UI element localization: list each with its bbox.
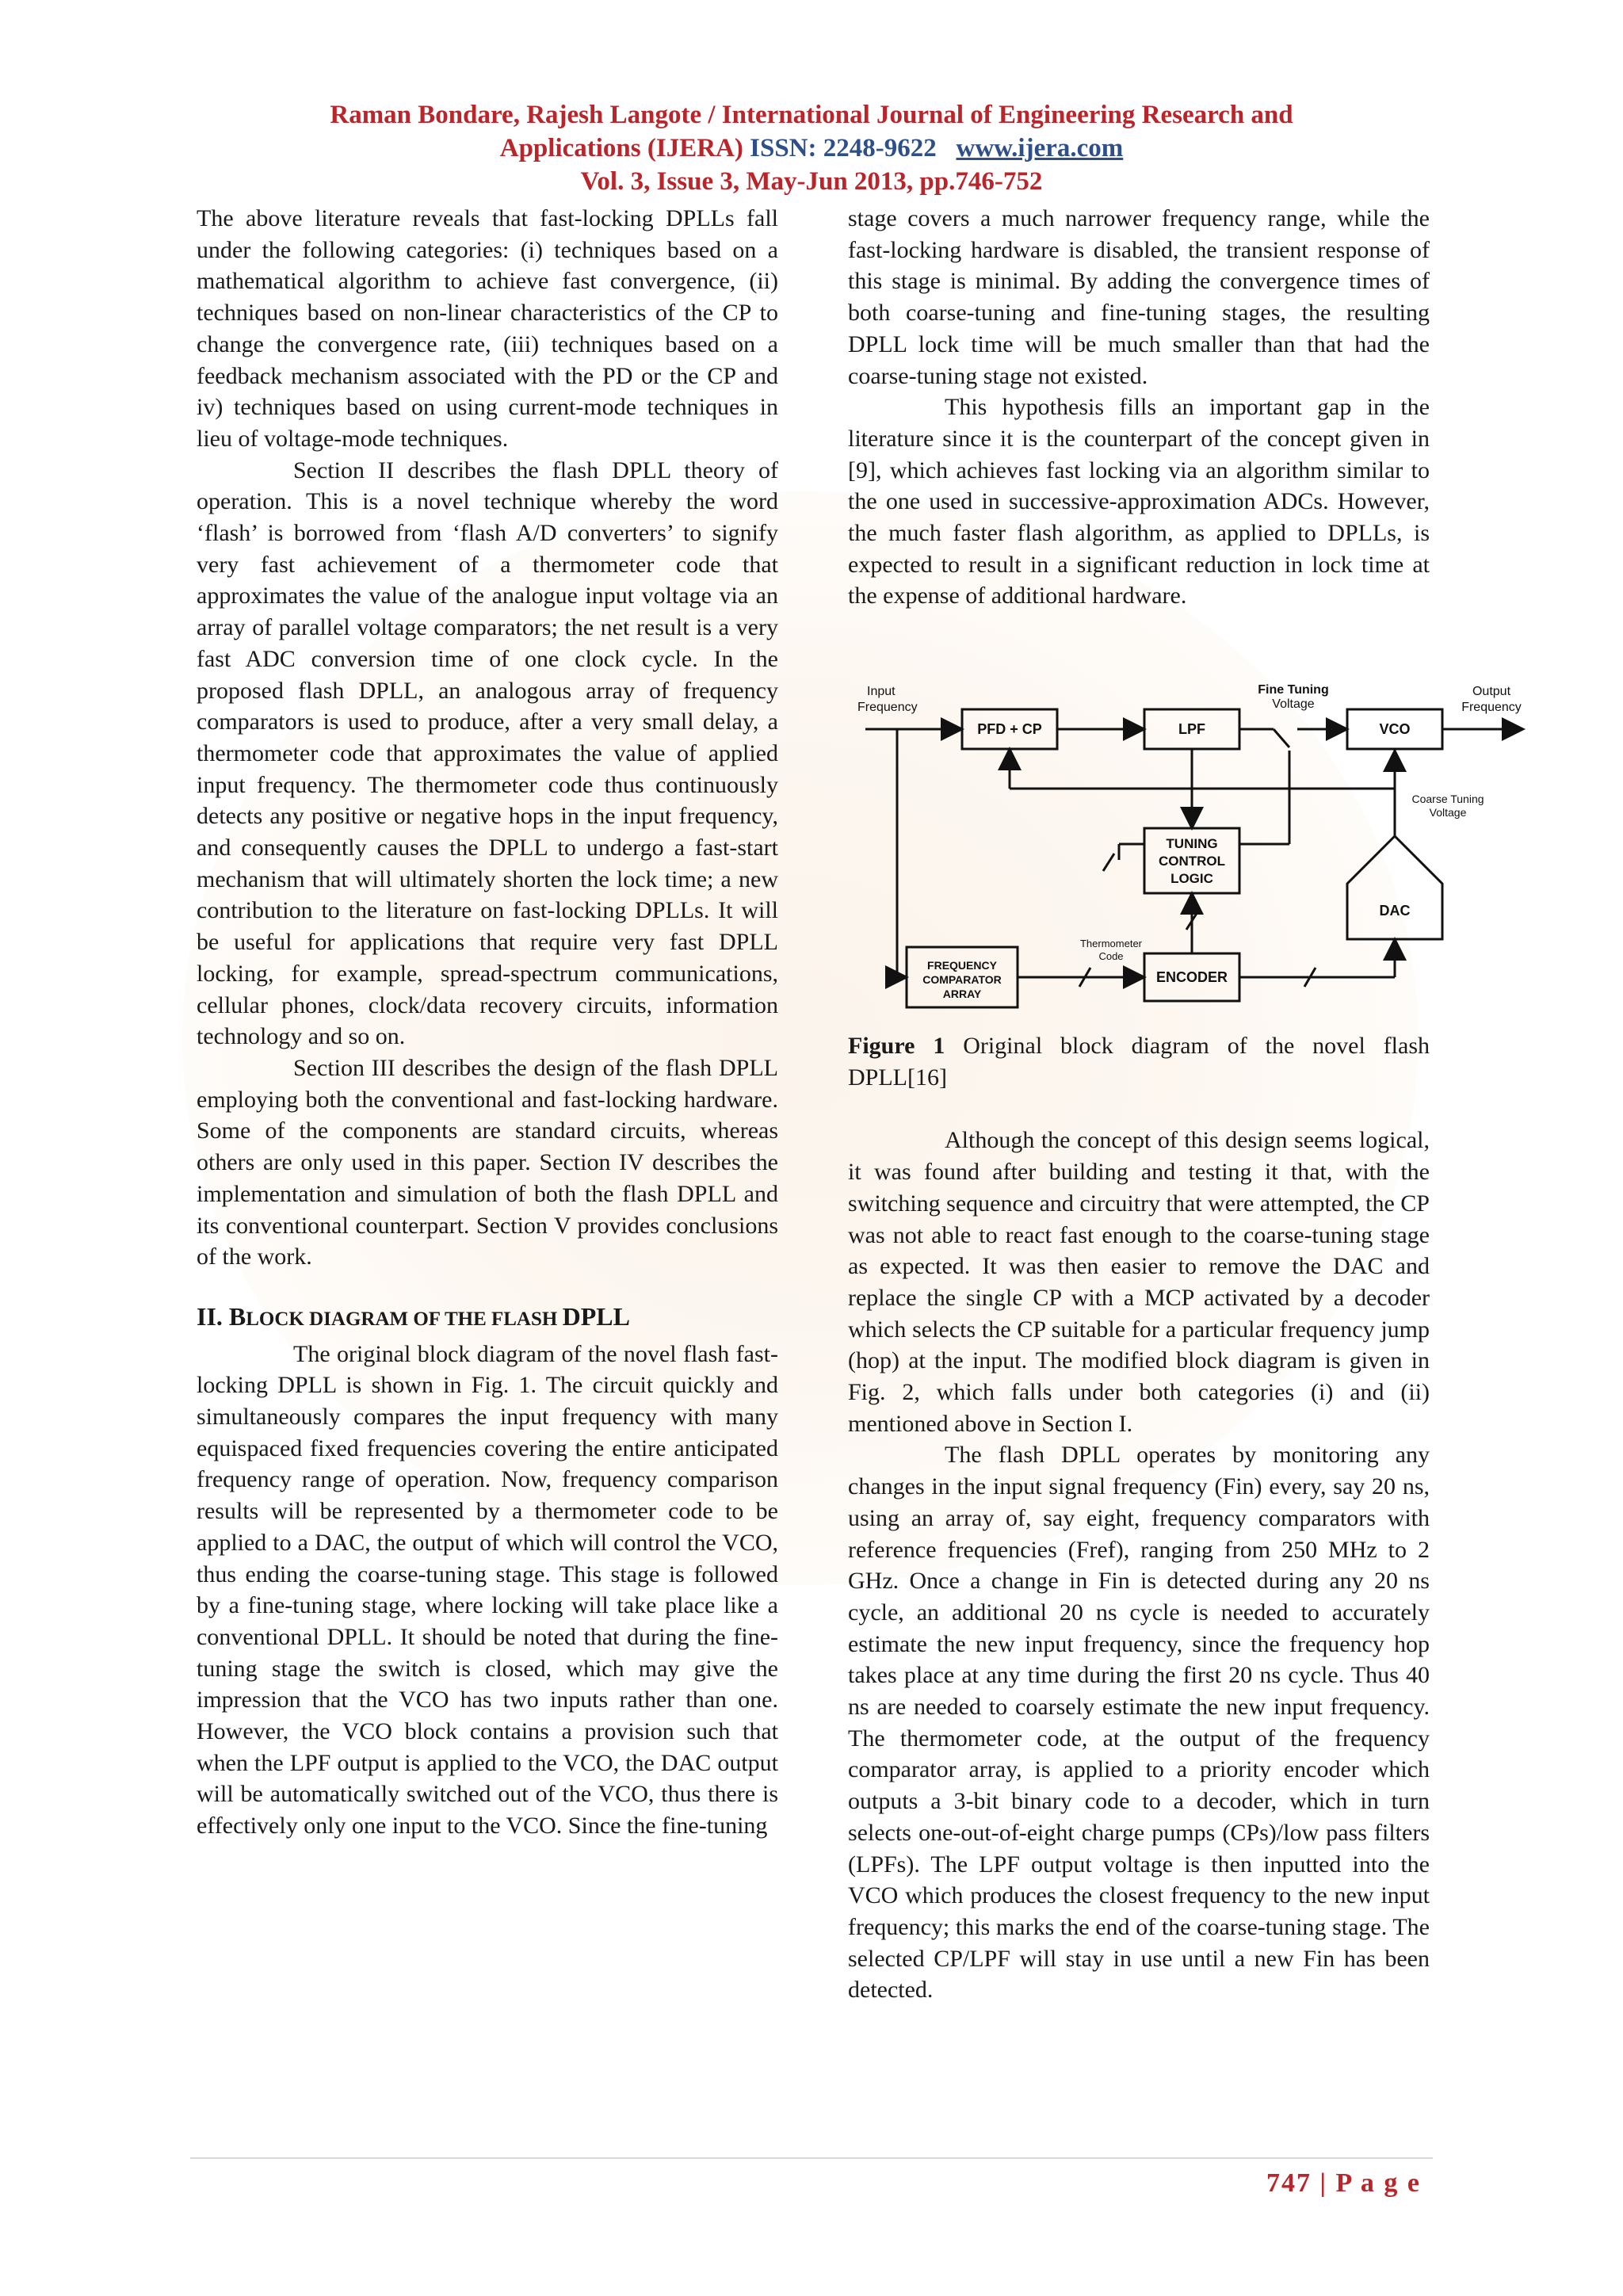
right-paragraph-4: The flash DPLL operates by monitoring any changes in the input signal frequency (Fin) every, say 20 ns, using an array of, say eight, frequency comparators with reference frequencies (Fref), ranging from 250 MHz to 2 GHz. Once a change in Fin is detected during any 20 ns cycle, an additional 20 ns cycle is needed to accurately estimate the new input frequency, since the frequency hop takes place at any time during the first 20 ns cycle. Thus 40 ns are needed to coarsely estimate the new input frequency. The thermometer code, at the output of the frequency comparator array, is applied to a priority encoder which outputs a 3-bit binary code to a decoder, which in turn selects one-out-of-eight charge pumps (CPs)/low pass filters (LPFs). The LPF output voltage is then inputted into the VCO which produces the closest frequency to the new input frequency; this marks the end of the coarse-tuning stage. The selected CP/LPF will stay in use until a new Fin has been detected. (848, 1442, 1430, 2004)
svg-text:PFD + CP: PFD + CP (977, 721, 1042, 737)
left-paragraph-1: The above literature reveals that fast-locking DPLLs fall under the following categories: (i) techniques based on a mathematical algorithm to achieve fast convergence, (ii) techniques based on non-linear characteristics of the CP to change the convergence rate, (iii) techniques based on a feedback mechanism associated with the PD or the CP and iv) techniques based on using current-mode techniques in lieu of voltage-mode techniques. (197, 205, 778, 452)
left-paragraph-3: Section III describes the design of the flash DPLL employing both the conventional and fast-locking hardware. Some of the components are standard circuits, whereas others are only used in this paper. Section IV describes the implementation and simulation of both the flash DPLL and its conventional counterpart. Section V provides conclusions of the work. (197, 1054, 778, 1270)
section-heading: II. BLOCK DIAGRAM OF THE FLASH DPLL (197, 1301, 630, 1331)
issn: ISSN: 2248-9622 (750, 134, 937, 162)
coarse-tuning-voltage-label: Coarse Tuning (1411, 793, 1484, 805)
left-column (197, 203, 778, 1842)
right-column-top (848, 203, 1430, 612)
svg-text:Voltage: Voltage (1272, 697, 1315, 711)
thermometer-code-label: Thermometer (1079, 938, 1143, 949)
journal-volume-line: Vol. 3, Issue 3, May-Jun 2013, pp.746-752 (580, 167, 1043, 196)
dac-block (1347, 836, 1442, 939)
svg-text:Frequency: Frequency (1461, 701, 1522, 714)
svg-text:LPF: LPF (1178, 721, 1205, 737)
svg-text:COMPARATOR: COMPARATOR (922, 973, 1002, 986)
journal-header-line-2 (0, 132, 1623, 165)
journal-name: Applications (IJERA) (499, 134, 743, 162)
fine-tuning-voltage-label: Fine Tuning (1258, 683, 1329, 697)
fine-tuning-switch (1274, 729, 1289, 747)
svg-text:TUNING: TUNING (1166, 836, 1218, 851)
right-column-bottom (848, 1030, 1430, 2006)
left-paragraph-4: The original block diagram of the novel flash fast-locking DPLL is shown in Fig. 1. The circuit quickly and simultaneously compares the input frequency with many equispaced fixed frequencies covering the entire anticipated frequency range of operation. Now, frequency comparison results will be represented by a thermometer code to be applied to a DAC, the output of which will control the VCO, thus ending the coarse-tuning stage. This stage is followed by a fine-tuning stage, where locking will take place like a conventional DPLL. It should be noted that during the fine-tuning stage the switch is closed, which may give the impression that the VCO has two inputs rather than one. However, the VCO block contains a provision such that when the LPF output is applied to the VCO, the DAC output will be automatically switched out of the VCO, thus there is effectively only one input to the VCO. Since the fine-tuning (197, 1340, 778, 1839)
right-paragraph-3: Although the concept of this design seems logical, it was found after building and testing it that, with the switching sequence and circuitry that were attempted, the CP was not able to react fast enough to the coarse-tuning stage as expected. It was then easier to remove the DAC and replace the single CP with a MCP activated by a decoder which selects the CP suitable for a particular frequency jump (hop) at the input. The modified block diagram is given in Fig. 2, which falls under both categories (i) and (ii) mentioned above in Section I. (848, 1127, 1430, 1437)
flash-dpll-block-diagram (850, 678, 1531, 1026)
svg-text:CONTROL: CONTROL (1158, 854, 1226, 869)
journal-url-link[interactable]: www.ijera.com (956, 134, 1124, 162)
svg-text:FREQUENCY: FREQUENCY (927, 959, 997, 972)
page-number: 747 | P a g e (1266, 2168, 1421, 2198)
input-frequency-label: Input (867, 685, 896, 698)
output-frequency-label: Output (1472, 685, 1511, 698)
svg-text:LOGIC: LOGIC (1170, 871, 1213, 886)
svg-text:Frequency: Frequency (857, 701, 918, 714)
svg-text:VCO: VCO (1379, 721, 1411, 737)
svg-text:ENCODER: ENCODER (1155, 969, 1228, 985)
svg-text:ARRAY: ARRAY (942, 988, 982, 1000)
journal-header-line-1: Raman Bondare, Rajesh Langote / International Journal of Engineering Research and (330, 101, 1293, 129)
right-paragraph-2: This hypothesis fills an important gap in the literature since it is the counterpart of the concept given in [9], which achieves fast locking via an algorithm similar to the one used in successive-approximation ADCs. However, the much faster flash algorithm, as applied to DPLLs, is expected to result in a significant reduction in lock time at the expense of additional hardware. (848, 394, 1430, 609)
svg-text:Code: Code (1098, 950, 1124, 962)
figure-1-caption: Figure 1 Original block diagram of the novel flash DPLL[16] (848, 1033, 1430, 1091)
svg-text:Voltage: Voltage (1429, 806, 1467, 819)
right-paragraph-1: stage covers a much narrower frequency range, while the fast-locking hardware is disabled, the transient response of this stage is minimal. By adding the convergence times of both coarse-tuning and fine-tuning stages, the resulting DPLL lock time will be much smaller than that had the coarse-tuning stage not existed. (848, 205, 1430, 389)
left-paragraph-2: Section II describes the flash DPLL theory of operation. This is a novel technique whereby the word ‘flash’ is borrowed from ‘flash A/D converters’ to signify very fast achievement of a thermometer code that approximates the value of the analogue input voltage via an array of parallel voltage comparators; the net result is a very fast ADC conversion time of one clock cycle. In the proposed flash DPLL, an analogous array of frequency comparators is used to produce, after a very small delay, a thermometer code that approximates the value of applied input frequency. The thermometer code thus continuously detects any positive or negative hops in the input frequency, and consequently causes the DPLL to undergo a fast-start mechanism that will ultimately shorten the lock time; a new contribution to the literature on fast-locking DPLLs. It will be useful for applications that require very fast DPLL locking, for example, spread-spectrum communications, cellular phones, clock/data recovery circuits, information technology and so on. (197, 457, 778, 1050)
footer-divider (190, 2157, 1433, 2159)
svg-text:DAC: DAC (1379, 903, 1411, 919)
